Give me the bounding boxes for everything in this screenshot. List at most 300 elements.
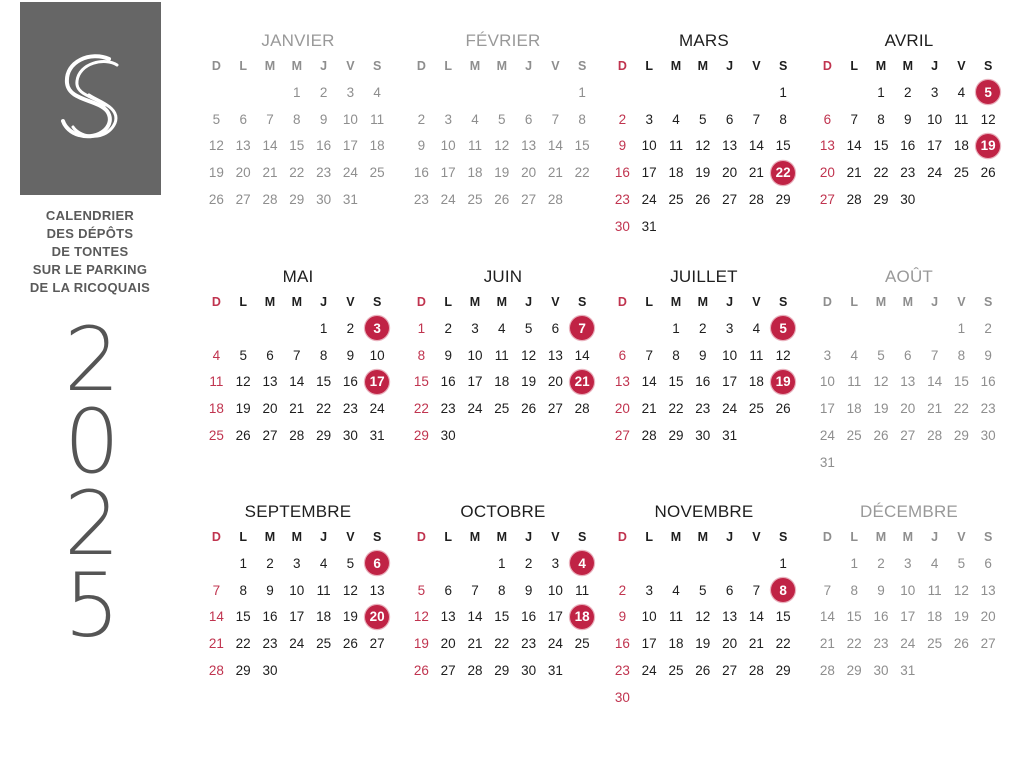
- day-cell: [408, 577, 435, 604]
- weekday-header: S: [984, 530, 993, 544]
- week-row: [408, 342, 598, 369]
- weekday-header-row: [408, 289, 598, 315]
- month-name: AOÛT: [884, 267, 934, 286]
- day-number: 24: [900, 636, 916, 652]
- empty-day: [435, 79, 462, 106]
- day-number: 6: [618, 347, 627, 363]
- day-number: 3: [373, 320, 381, 336]
- day-number: 1: [779, 555, 787, 571]
- day-cell: [569, 106, 596, 133]
- day-cell: [868, 342, 895, 369]
- day-cell: [515, 133, 542, 160]
- day-cell: [203, 186, 230, 213]
- day-cell: [716, 395, 743, 422]
- day-number: 30: [695, 428, 711, 444]
- weekday-header: V: [957, 295, 966, 309]
- day-number: 10: [440, 138, 456, 154]
- day-number: 6: [904, 347, 912, 363]
- weekday-header: M: [264, 530, 276, 544]
- month-block: [203, 500, 393, 684]
- day-number: 7: [578, 320, 586, 336]
- day-cell: [283, 159, 310, 186]
- week-row: [814, 657, 1004, 684]
- day-cell: [921, 422, 948, 449]
- day-number: 15: [873, 138, 889, 154]
- day-number: 14: [289, 374, 305, 390]
- weekday-header: S: [373, 530, 382, 544]
- day-cell: [364, 79, 391, 106]
- weekday-header: M: [496, 59, 507, 73]
- day-cell: [743, 315, 770, 342]
- day-cell: [462, 342, 489, 369]
- weekday-header: D: [211, 530, 221, 544]
- weekday-header: L: [239, 295, 248, 309]
- day-number: 18: [467, 165, 483, 181]
- day-number: 21: [748, 165, 764, 181]
- day-number: 10: [342, 111, 358, 127]
- day-cell: [609, 657, 636, 684]
- day-cell: [894, 577, 921, 604]
- weekday-header: M: [264, 59, 276, 73]
- day-number: 13: [819, 138, 835, 154]
- day-cell: [814, 395, 841, 422]
- day-cell: [841, 422, 868, 449]
- weekday-header: D: [416, 295, 426, 309]
- day-number: 9: [618, 609, 627, 625]
- day-number: 10: [722, 347, 738, 363]
- day-number: 9: [319, 111, 328, 127]
- day-cell: [975, 577, 1002, 604]
- weekday-header: M: [264, 295, 276, 309]
- weekday-header: V: [752, 530, 761, 544]
- day-cell: [609, 577, 636, 604]
- weekday-header-row: [609, 53, 799, 79]
- day-cell: [462, 369, 489, 396]
- day-cell: [515, 106, 542, 133]
- day-cell: [716, 186, 743, 213]
- day-cell: [283, 577, 310, 604]
- day-cell: [408, 186, 435, 213]
- day-number: 30: [980, 428, 996, 444]
- day-number: 18: [846, 401, 862, 417]
- month-name: SEPTEMBRE: [244, 502, 352, 521]
- day-number: 6: [551, 320, 560, 336]
- day-cell: [515, 159, 542, 186]
- week-row: [203, 342, 393, 369]
- day-number: 7: [551, 111, 560, 127]
- weekday-header: L: [850, 530, 859, 544]
- day-cell: [975, 315, 1002, 342]
- day-cell: [663, 106, 690, 133]
- day-cell: [462, 577, 489, 604]
- empty-day: [408, 79, 435, 106]
- weekday-header: S: [779, 530, 788, 544]
- day-cell: [515, 604, 542, 631]
- title-line: DES DÉPÔTS: [46, 226, 134, 241]
- weekday-header: S: [984, 295, 993, 309]
- day-cell: [310, 630, 337, 657]
- day-number: 11: [467, 138, 482, 154]
- day-cell: [230, 186, 257, 213]
- day-number: 3: [293, 555, 301, 571]
- day-number: 3: [444, 111, 452, 127]
- day-number: 31: [722, 428, 738, 444]
- weekday-header: S: [373, 59, 382, 73]
- weekday-header-row: [408, 524, 598, 550]
- day-cell-marked: [364, 604, 391, 631]
- day-number: 8: [498, 582, 506, 598]
- day-cell: [488, 106, 515, 133]
- day-cell: [310, 422, 337, 449]
- weekday-header: D: [617, 59, 627, 73]
- day-number: 21: [846, 165, 862, 181]
- day-number: 25: [316, 636, 332, 652]
- day-number: 13: [262, 374, 278, 390]
- weekday-header: S: [578, 530, 587, 544]
- weekday-header: M: [902, 530, 913, 544]
- day-number: 26: [521, 401, 537, 417]
- day-number: 28: [748, 663, 764, 679]
- week-row: [609, 315, 799, 342]
- weekday-header: L: [850, 59, 859, 73]
- day-cell: [542, 159, 569, 186]
- week-row: [609, 684, 799, 711]
- week-row: [814, 422, 1004, 449]
- day-cell: [283, 79, 310, 106]
- day-cell: [894, 79, 921, 106]
- day-number: 16: [413, 165, 429, 181]
- day-cell: [841, 657, 868, 684]
- month-block: [408, 29, 598, 213]
- day-number: 27: [235, 192, 251, 208]
- day-number: 18: [316, 609, 332, 625]
- day-number: 5: [957, 555, 966, 571]
- day-number: 31: [900, 663, 916, 679]
- day-cell: [337, 369, 364, 396]
- day-number: 13: [614, 374, 630, 390]
- day-number: 1: [578, 84, 586, 100]
- day-cell: [515, 395, 542, 422]
- week-row: [203, 133, 393, 160]
- day-cell: [663, 133, 690, 160]
- day-cell: [310, 159, 337, 186]
- day-number: 17: [440, 165, 456, 181]
- day-number: 18: [748, 374, 764, 390]
- day-cell: [257, 369, 284, 396]
- weekday-header: V: [551, 530, 560, 544]
- day-number: 4: [319, 555, 328, 571]
- day-cell-marked: [975, 133, 1002, 160]
- day-number: 2: [417, 111, 426, 127]
- day-cell: [975, 422, 1002, 449]
- day-number: 20: [614, 401, 630, 417]
- day-number: 3: [904, 555, 912, 571]
- day-cell: [868, 550, 895, 577]
- day-cell: [770, 133, 797, 160]
- day-cell: [743, 604, 770, 631]
- day-number: 19: [873, 401, 889, 417]
- day-cell: [841, 133, 868, 160]
- empty-day: [894, 315, 921, 342]
- day-number: 1: [319, 320, 328, 336]
- day-number: 31: [819, 454, 835, 470]
- empty-day: [868, 315, 895, 342]
- day-cell: [283, 133, 310, 160]
- day-cell: [310, 133, 337, 160]
- day-cell: [689, 604, 716, 631]
- day-cell: [663, 630, 690, 657]
- day-cell: [230, 577, 257, 604]
- day-cell-marked: [569, 315, 596, 342]
- day-number: 4: [471, 111, 479, 127]
- day-number: 25: [574, 636, 590, 652]
- day-number: 20: [521, 165, 537, 181]
- week-row: [609, 657, 799, 684]
- day-number: 23: [873, 636, 889, 652]
- title-line: DE LA RICOQUAIS: [29, 280, 151, 295]
- day-number: 6: [239, 111, 247, 127]
- day-cell: [364, 159, 391, 186]
- weekday-header: S: [984, 59, 993, 73]
- day-number: 18: [574, 609, 590, 625]
- day-cell: [283, 604, 310, 631]
- day-cell: [364, 395, 391, 422]
- day-cell: [408, 342, 435, 369]
- day-cell: [636, 106, 663, 133]
- day-cell: [203, 342, 230, 369]
- empty-day: [609, 315, 636, 342]
- week-row: [203, 577, 393, 604]
- empty-day: [203, 550, 230, 577]
- week-row: [203, 186, 393, 213]
- day-number: 15: [668, 374, 684, 390]
- day-number: 6: [823, 111, 832, 127]
- day-cell: [542, 315, 569, 342]
- day-number: 1: [672, 320, 680, 336]
- day-cell: [435, 342, 462, 369]
- day-cell: [689, 630, 716, 657]
- weekday-header: L: [645, 530, 654, 544]
- weekday-header: M: [875, 530, 887, 544]
- day-cell: [814, 577, 841, 604]
- day-cell: [948, 342, 975, 369]
- day-number: 20: [722, 165, 738, 181]
- day-cell: [716, 630, 743, 657]
- day-cell: [488, 186, 515, 213]
- day-cell: [230, 550, 257, 577]
- day-cell: [975, 604, 1002, 631]
- day-number: 12: [873, 374, 889, 390]
- day-number: 14: [927, 374, 943, 390]
- day-cell: [462, 315, 489, 342]
- day-cell: [569, 395, 596, 422]
- day-number: 5: [239, 347, 247, 363]
- month-block: [814, 500, 1004, 684]
- week-row: [814, 369, 1004, 396]
- title-line: SUR LE PARKING: [32, 262, 148, 277]
- day-number: 11: [575, 582, 590, 598]
- weekday-header: L: [444, 530, 453, 544]
- day-number: 1: [850, 555, 858, 571]
- day-number: 11: [316, 582, 331, 598]
- empty-day: [257, 315, 284, 342]
- day-number: 7: [645, 347, 653, 363]
- weekday-header-row: [203, 289, 393, 315]
- day-cell: [462, 106, 489, 133]
- day-cell: [310, 106, 337, 133]
- weekday-header: M: [469, 295, 481, 309]
- day-number: 7: [212, 582, 221, 598]
- month-name: MARS: [679, 31, 729, 50]
- day-number: 10: [369, 347, 385, 363]
- day-number: 13: [440, 609, 456, 625]
- week-row: [408, 550, 598, 577]
- day-cell: [975, 630, 1002, 657]
- day-number: 14: [262, 138, 278, 154]
- day-number: 2: [618, 111, 627, 127]
- weekday-header: J: [726, 59, 734, 73]
- day-number: 7: [823, 582, 832, 598]
- day-cell: [488, 369, 515, 396]
- day-cell: [569, 342, 596, 369]
- day-cell: [663, 604, 690, 631]
- week-row: [814, 159, 1004, 186]
- day-cell: [975, 342, 1002, 369]
- week-row: [203, 79, 393, 106]
- day-cell: [663, 315, 690, 342]
- day-cell: [337, 422, 364, 449]
- day-cell: [609, 159, 636, 186]
- day-number: 19: [235, 401, 251, 417]
- day-cell: [408, 106, 435, 133]
- day-number: 5: [699, 111, 707, 127]
- day-cell: [310, 186, 337, 213]
- weekday-header: J: [931, 295, 939, 309]
- day-number: 9: [904, 111, 912, 127]
- day-cell: [257, 550, 284, 577]
- day-number: 7: [293, 347, 301, 363]
- week-row: [609, 342, 799, 369]
- day-number: 5: [699, 582, 707, 598]
- day-number: 4: [672, 111, 680, 127]
- day-number: 15: [235, 609, 251, 625]
- day-number: 21: [547, 165, 563, 181]
- weekday-header: M: [496, 530, 507, 544]
- weekday-header-row: [814, 524, 1004, 550]
- day-number: 26: [208, 192, 224, 208]
- day-cell-marked: [770, 577, 797, 604]
- day-cell: [310, 79, 337, 106]
- day-number: 7: [850, 111, 858, 127]
- day-number: 8: [877, 111, 885, 127]
- day-number: 8: [293, 111, 301, 127]
- day-number: 1: [293, 84, 301, 100]
- day-cell: [230, 106, 257, 133]
- day-cell: [337, 577, 364, 604]
- day-cell: [814, 630, 841, 657]
- day-cell: [283, 342, 310, 369]
- week-row: [408, 79, 598, 106]
- day-number: 24: [641, 192, 657, 208]
- day-number: 19: [342, 609, 358, 625]
- day-cell: [841, 550, 868, 577]
- day-cell: [948, 133, 975, 160]
- weekday-header: J: [525, 295, 533, 309]
- day-number: 12: [208, 138, 224, 154]
- day-number: 27: [722, 192, 738, 208]
- day-number: 14: [467, 609, 483, 625]
- day-cell: [364, 106, 391, 133]
- month-block: [408, 265, 598, 449]
- week-row: [408, 630, 598, 657]
- weekday-header: M: [496, 295, 507, 309]
- day-number: 18: [494, 374, 510, 390]
- day-number: 1: [239, 555, 247, 571]
- week-row: [609, 369, 799, 396]
- day-cell: [975, 159, 1002, 186]
- weekday-header-row: [814, 53, 1004, 79]
- day-number: 4: [957, 84, 966, 100]
- day-number: 5: [984, 84, 992, 100]
- weekday-header: J: [726, 295, 734, 309]
- day-number: 11: [668, 138, 683, 154]
- day-cell: [663, 577, 690, 604]
- day-cell: [310, 315, 337, 342]
- day-cell: [743, 577, 770, 604]
- day-cell: [515, 342, 542, 369]
- day-cell: [310, 604, 337, 631]
- day-number: 8: [779, 582, 787, 598]
- day-number: 12: [494, 138, 510, 154]
- day-number: 18: [668, 165, 684, 181]
- day-number: 18: [927, 609, 943, 625]
- empty-day: [689, 79, 716, 106]
- day-cell: [257, 422, 284, 449]
- day-number: 2: [524, 555, 533, 571]
- day-cell: [868, 79, 895, 106]
- day-number: 19: [695, 636, 711, 652]
- day-cell: [636, 395, 663, 422]
- day-cell: [689, 422, 716, 449]
- weekday-header: M: [697, 295, 708, 309]
- day-cell: [364, 133, 391, 160]
- day-number: 6: [444, 582, 452, 598]
- day-cell: [257, 106, 284, 133]
- day-cell: [689, 342, 716, 369]
- week-row: [408, 315, 598, 342]
- week-row: [203, 159, 393, 186]
- day-cell: [868, 369, 895, 396]
- week-row: [408, 395, 598, 422]
- day-number: 21: [467, 636, 483, 652]
- day-number: 20: [369, 609, 385, 625]
- weekday-header: M: [469, 59, 481, 73]
- empty-day: [283, 315, 310, 342]
- empty-day: [462, 79, 489, 106]
- week-row: [814, 550, 1004, 577]
- day-cell: [743, 657, 770, 684]
- day-cell: [689, 106, 716, 133]
- day-cell: [868, 395, 895, 422]
- day-cell: [542, 630, 569, 657]
- day-number: 26: [494, 192, 510, 208]
- weekday-header: D: [211, 295, 221, 309]
- day-cell: [310, 369, 337, 396]
- day-number: 25: [494, 401, 510, 417]
- day-cell: [921, 106, 948, 133]
- day-number: 22: [953, 401, 969, 417]
- weekday-header-row: [203, 53, 393, 79]
